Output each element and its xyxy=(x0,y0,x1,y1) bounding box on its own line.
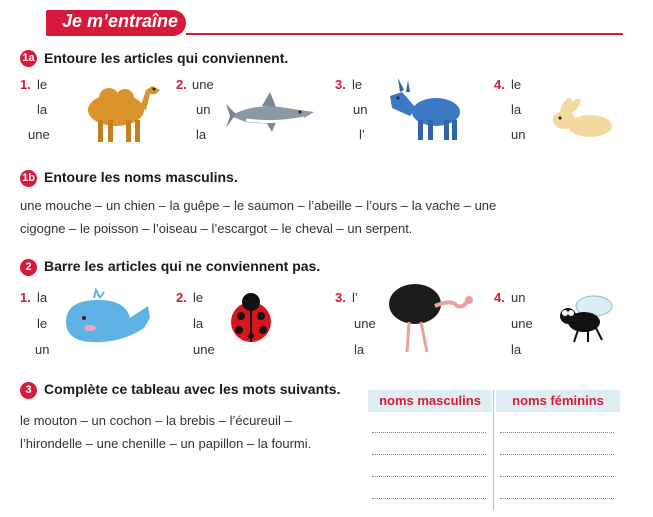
answer-line[interactable] xyxy=(500,454,614,455)
exercise-2-instruction: Barre les articles qui ne conviennent pas. xyxy=(44,258,321,274)
ladybug-icon xyxy=(224,290,278,348)
exercise-badge-3: 3 xyxy=(20,382,37,399)
column-divider xyxy=(493,390,494,510)
answer-line[interactable] xyxy=(372,454,486,455)
article-option[interactable]: le xyxy=(193,290,204,305)
article-option[interactable]: la xyxy=(511,342,522,357)
article-option[interactable]: un xyxy=(353,102,368,117)
article-option[interactable]: un xyxy=(196,102,211,117)
item-number: 1. xyxy=(20,77,31,92)
answer-line[interactable] xyxy=(372,432,486,433)
exercise-3-instruction: Complète ce tableau avec les mots suivants. xyxy=(44,381,341,397)
header-rule xyxy=(186,33,623,35)
article-option[interactable]: une xyxy=(28,127,50,142)
article-option[interactable]: un xyxy=(511,290,526,305)
exercise-badge-1b: 1b xyxy=(20,170,37,187)
word-list-line: l’hirondelle – une chenille – un papillon – la fourmi. xyxy=(20,436,312,451)
word-list-line: une mouche – un chien – la guêpe – le saumon – l’abeille – l’ours – la vache – une xyxy=(20,198,497,213)
article-option[interactable]: la xyxy=(193,316,204,331)
article-option[interactable]: un xyxy=(35,342,50,357)
article-option[interactable]: une xyxy=(193,342,215,357)
article-option[interactable]: la xyxy=(354,342,365,357)
article-option[interactable]: le xyxy=(37,316,48,331)
article-option[interactable]: la xyxy=(37,102,48,117)
ostrich-icon xyxy=(385,280,477,354)
answer-line[interactable] xyxy=(500,432,614,433)
article-option[interactable]: le xyxy=(511,77,522,92)
fly-icon xyxy=(556,292,616,344)
article-option[interactable]: une xyxy=(192,77,214,92)
exercise-badge-2: 2 xyxy=(20,259,37,276)
camel-icon xyxy=(76,76,162,144)
rabbit-icon xyxy=(548,98,618,140)
item-number: 1. xyxy=(20,290,31,305)
article-option[interactable]: une xyxy=(354,316,376,331)
article-option[interactable]: un xyxy=(511,127,526,142)
article-option[interactable]: la xyxy=(196,127,207,142)
answer-line[interactable] xyxy=(372,476,486,477)
exercise-1b-instruction: Entoure les noms masculins. xyxy=(44,169,238,185)
section-title: Je m’entraîne xyxy=(62,11,179,31)
article-option[interactable]: le xyxy=(37,77,48,92)
word-list-line: le mouton – un cochon – la brebis – l’écureuil – xyxy=(20,413,292,428)
item-number: 4. xyxy=(494,77,505,92)
article-option[interactable]: la xyxy=(37,290,48,305)
column-header-masculine: noms masculins xyxy=(368,390,492,412)
exercise-1a-instruction: Entoure les articles qui conviennent. xyxy=(44,50,289,66)
item-number: 3. xyxy=(335,290,346,305)
exercise-badge-1a: 1a xyxy=(20,50,37,67)
column-header-feminine: noms féminins xyxy=(496,390,620,412)
answer-line[interactable] xyxy=(500,498,614,499)
item-number: 2. xyxy=(176,77,187,92)
article-option[interactable]: l’ xyxy=(359,127,365,142)
donkey-icon xyxy=(386,78,466,144)
answer-line[interactable] xyxy=(500,476,614,477)
article-option[interactable]: la xyxy=(511,102,522,117)
whale-icon xyxy=(60,288,156,350)
shark-icon xyxy=(226,92,318,134)
answer-line[interactable] xyxy=(372,498,486,499)
item-number: 2. xyxy=(176,290,187,305)
classification-table xyxy=(368,390,620,510)
item-number: 3. xyxy=(335,77,346,92)
word-list-line: cigogne – le poisson – l’oiseau – l’escargot – le cheval – un serpent. xyxy=(20,221,413,236)
article-option[interactable]: le xyxy=(352,77,363,92)
item-number: 4. xyxy=(494,290,505,305)
article-option[interactable]: l’ xyxy=(352,290,358,305)
article-option[interactable]: une xyxy=(511,316,533,331)
